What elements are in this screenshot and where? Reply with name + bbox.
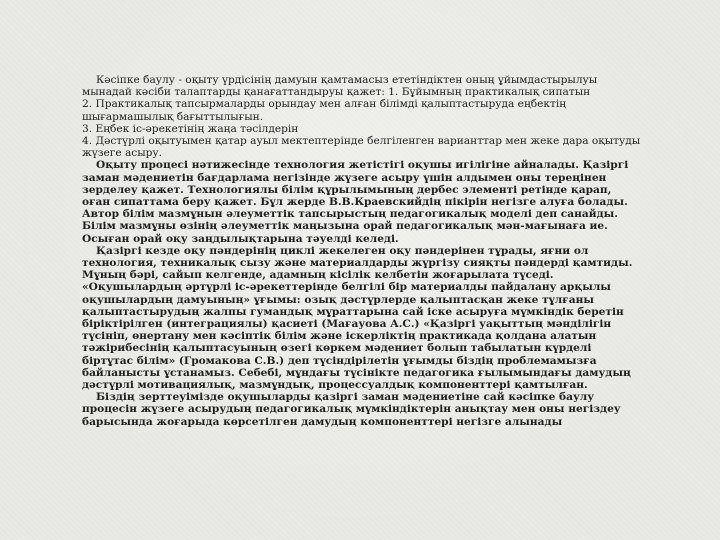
slide-text-block — [82, 74, 642, 428]
list-item-4: 4. Дәстүрлі оқытуымен қатар ауыл мектептерінде белгіленген варианттар мен жеке дара оқытуды жүзеге асыру. — [82, 135, 641, 160]
list-item-3: 3. Еңбек іс-әрекетінің жаңа тәсілдерін — [82, 122, 299, 135]
paragraph-research: Біздің зерттеуімізде оқушыларды қазіргі заман мәдениетіне сай кәсіпке баулу процесін жүзеге асырудың педагогикалық мүмкіндіктерін анықтау мен оны негіздеу барысында жоғарыда көрсетілген дамудың компоненттері негізге алынады — [82, 391, 621, 428]
intro-paragraph: Кәсіпке баулу - оқыту үрдісінің дамуын қамтамасыз ететіндіктен оның ұйымдастырылуы мынадай кәсіби талаптарды қанағаттандыруы қажет: 1. Бұйымның практикалық сипатын — [82, 74, 598, 99]
list-item-2: 2. Практикалық тапсырмаларды орындау мен алған білімді қалыптастыруда еңбектің шығармашылық бағыттылығын. — [82, 98, 567, 123]
paragraph-subject-cycle: Қазіргі кезде оқу пәндерінің циклі жекелеген оқу пәндерінен тұрады, яғни ол технология, техникалық сызу және материалдарды жүргізу сияқты пәндерді қамтиды. Мұның бәрі, сайып келгенде, адамның кісілік келбетін жоғарылата түседі. «Оқушылардың әртүрлі іс-әрекеттерінде белгілі бір материалды пайдалану арқылы оқушылардың дамуының» ұғымы: озық дәстүрлерде қалыптасқан жеке тұлғаны қалыптастырудың жалпы гумандық мұраттарына сай іске асыруға мүмкіндік беретін біріктірілген (интеграциялы) қасиеті (Мағауова А.С.) «Қазіргі уақыттың мәнділігін түсініп, өнертану мен кәсіптік білім және іскерліктің практикада қолдана алатын тәжірибесінің қалыптасуының өзегі көркем мәдениет болып табылатын күрделі біртұтас білім» (Громакова С.В.) деп түсіндірілетін ұғымды біздің проблемамызға байланысты ұстанамыз. Себебі, мұндағы түсінікте педагогика ғылымындағы дамудың дәстүрлі мотивациялық, мазмұндық, процессуалдық компоненттері қамтылған. — [82, 244, 633, 392]
paragraph-learning-process: Оқыту процесі нәтижесінде технология жетістігі оқушы игілігіне айналады. Қазіргі заман мәдениетін бағдарлама негізінде жүзеге асыру үшін алдымен оны тереңінен зерделеу қажет. Технологиялы білім құрылымының дербес элементі ретінде қарап, оған сипаттама беру қажет. Бұл жерде В.В.Краевскийдің пікірін негізге алуға болады. Автор білім мазмұнын әлеуметтік тапсырыстың педагогикалық моделі деп санайды. Білім мазмұны өзінің әлеуметтік маңызына орай педагогикалық мән-мағынаға ие. Осыған орай оқу заңдылықтарына тәуелді келеді. — [82, 159, 629, 245]
